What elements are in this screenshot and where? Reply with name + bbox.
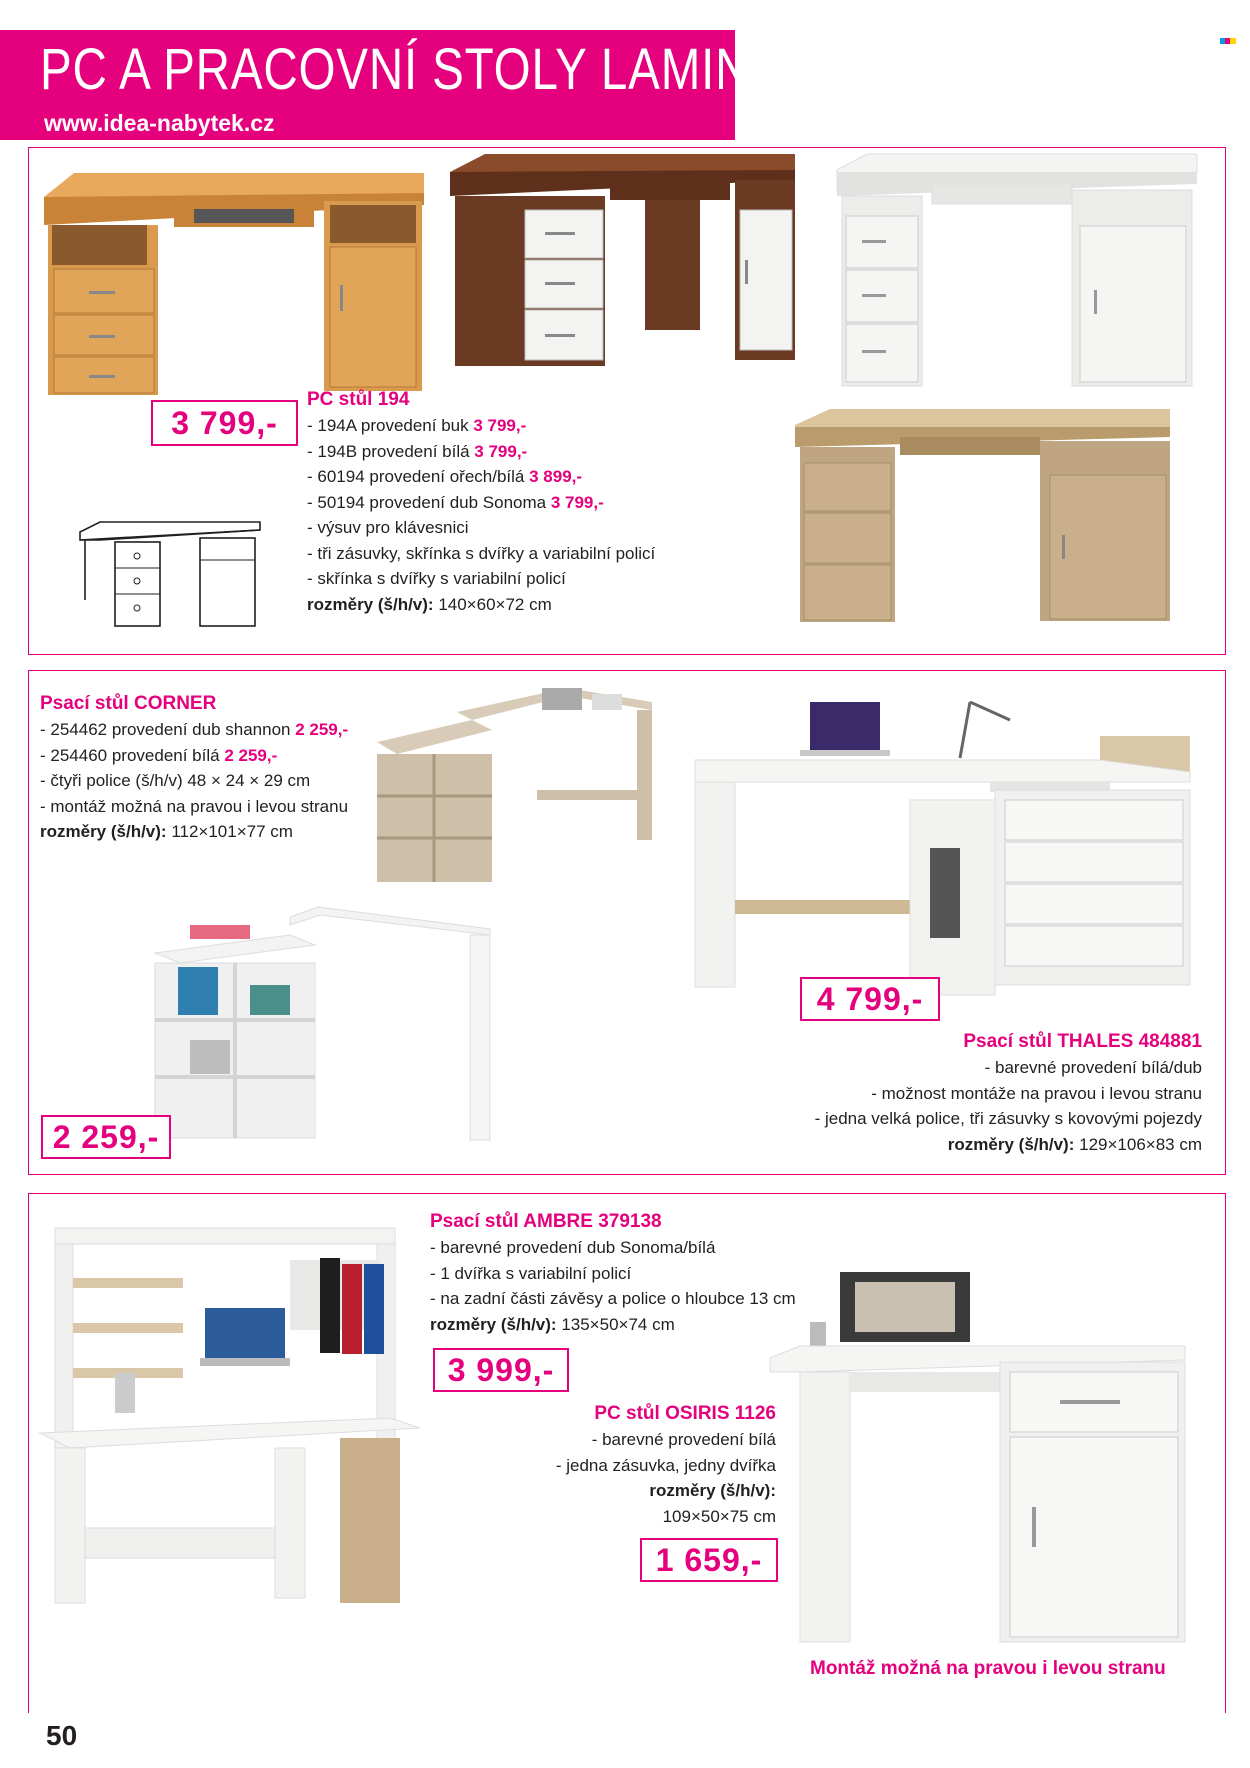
ambre-desk-image bbox=[40, 1208, 425, 1608]
ambre-line-3: - na zadní části závěsy a police o hloubce 13 cm bbox=[430, 1289, 796, 1308]
pc-194-dimensions: rozměry (š/h/v): 140×60×72 cm bbox=[307, 594, 552, 614]
ambre-line-2: - 1 dvířka s variabilní policí bbox=[430, 1263, 632, 1283]
page-number: 50 bbox=[46, 1720, 78, 1751]
osiris-price: 1 659,- bbox=[640, 1538, 778, 1582]
desk-60194-walnut-white-image bbox=[445, 150, 800, 375]
corner-dimensions: rozměry (š/h/v): 112×101×77 cm bbox=[40, 822, 293, 841]
thales-line-2: - možnost montáže na pravou i levou stranu bbox=[871, 1083, 1202, 1103]
pc-194-line-6: - tři zásuvky, skřínka s dvířky a variabilní policí bbox=[307, 543, 656, 563]
ambre-dimensions: rozměry (š/h/v): 135×50×74 cm bbox=[430, 1314, 675, 1334]
pc-194-line-2: - 194B provedení bílá 3 799,- bbox=[307, 441, 528, 461]
pc-194-line-7: - skřínka s dvířky s variabilní policí bbox=[307, 569, 566, 588]
ambre-line-1: - barevné provedení dub Sonoma/bílá bbox=[430, 1238, 716, 1257]
desk-194-line-drawing bbox=[75, 520, 265, 630]
corner-line-3: - čtyři police (š/h/v) 48 × 24 × 29 cm bbox=[40, 771, 311, 790]
osiris-desk-image bbox=[770, 1262, 1190, 1647]
osiris-line-2: - jedna zásuvka, jedny dvířka bbox=[555, 1455, 776, 1475]
corner-title: Psací stůl CORNER bbox=[40, 693, 217, 714]
color-registration-mark bbox=[1220, 38, 1236, 44]
corner-description bbox=[40, 690, 348, 845]
desk-194b-white-image bbox=[832, 150, 1202, 390]
thales-description bbox=[815, 1028, 1202, 1157]
thales-line-3: - jedna velká police, tři zásuvky s kovovými pojezdy bbox=[814, 1109, 1202, 1128]
osiris-line-1: - barevné provedení bílá bbox=[591, 1430, 776, 1449]
osiris-description bbox=[556, 1400, 776, 1529]
desk-50194-oak-sonoma-image bbox=[790, 405, 1175, 627]
desk-194-beech-image bbox=[34, 165, 434, 400]
thales-price: 4 799,- bbox=[800, 977, 940, 1021]
osiris-dimensions-label: rozměry (š/h/v): bbox=[649, 1481, 776, 1500]
osiris-title: PC stůl OSIRIS 1126 bbox=[594, 1403, 776, 1424]
thales-title: Psací stůl THALES 484881 bbox=[963, 1031, 1202, 1052]
pc-194-title: PC stůl 194 bbox=[307, 389, 410, 410]
ambre-price: 3 999,- bbox=[433, 1348, 569, 1392]
pc-194-line-1: - 194A provedení buk 3 799,- bbox=[307, 416, 527, 435]
corner-line-1: - 254462 provedení dub shannon 2 259,- bbox=[40, 720, 349, 739]
corner-desk-white-image bbox=[150, 905, 495, 1143]
pc-194-price: 3 799,- bbox=[151, 400, 298, 446]
thales-line-1: - barevné provedení bílá/dub bbox=[984, 1058, 1202, 1077]
corner-line-4: - montáž možná na pravou i levou stranu bbox=[40, 796, 349, 816]
assembly-note: Montáž možná na pravou i levou stranu bbox=[810, 1658, 1166, 1679]
corner-line-2: - 254460 provedení bílá 2 259,- bbox=[40, 745, 278, 765]
pc-194-line-5: - výsuv pro klávesnici bbox=[307, 518, 469, 537]
ambre-title: Psací stůl AMBRE 379138 bbox=[430, 1211, 662, 1232]
page-title: PC A PRACOVNÍ STOLY LAMINO bbox=[40, 37, 789, 102]
thales-desk-image bbox=[690, 690, 1195, 990]
thales-dimensions: rozměry (š/h/v): 129×106×83 cm bbox=[947, 1134, 1202, 1154]
pc-194-line-3: - 60194 provedení ořech/bílá 3 899,- bbox=[307, 467, 583, 486]
header-banner bbox=[0, 30, 789, 140]
ambre-description bbox=[430, 1208, 796, 1337]
website-url[interactable]: www.idea-nabytek.cz bbox=[44, 110, 275, 136]
corner-desk-oak-image bbox=[372, 680, 657, 885]
pc-194-description bbox=[307, 386, 655, 617]
osiris-dimensions-value: 109×50×75 cm bbox=[662, 1506, 776, 1526]
pc-194-line-4: - 50194 provedení dub Sonoma 3 799,- bbox=[307, 492, 604, 512]
corner-price: 2 259,- bbox=[41, 1115, 171, 1159]
